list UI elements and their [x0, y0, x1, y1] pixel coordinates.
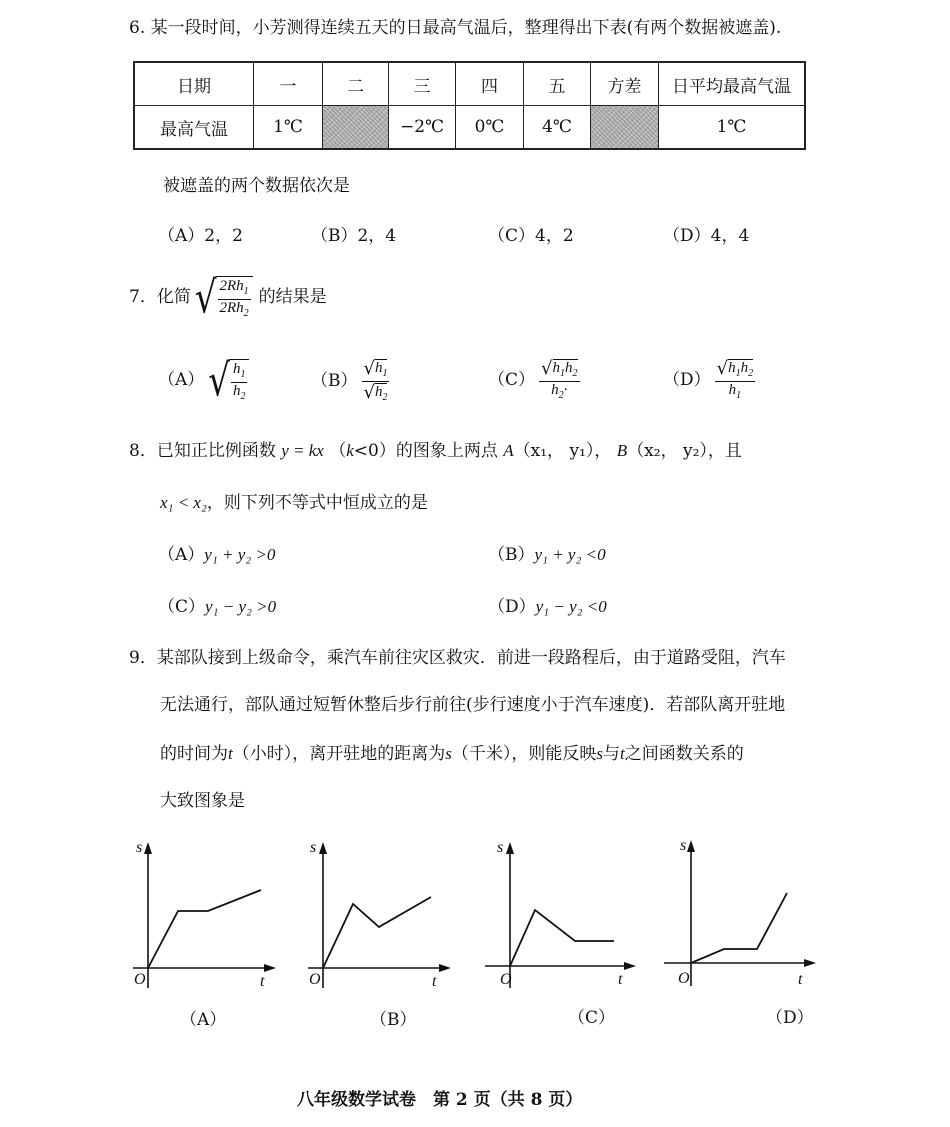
table-header-cell: 日期: [134, 62, 254, 106]
option-label: （B）: [311, 370, 358, 391]
axis-label-s: s: [680, 837, 687, 854]
axis-label-t: t: [432, 973, 437, 990]
table-cell: 0℃: [456, 106, 524, 150]
table-header-cell: 日平均最高气温: [659, 62, 806, 106]
q6-option-c[interactable]: （C）4，2: [488, 226, 574, 246]
q6-temperature-table: [133, 61, 806, 150]
graph-label-a: （A）: [180, 1010, 227, 1030]
graph-label-d: （D）: [766, 1008, 814, 1028]
q8-point-a: A: [503, 441, 514, 460]
table-row-label: 最高气温: [134, 106, 254, 150]
axis-label-t: t: [798, 971, 803, 988]
q9-graph-a[interactable]: [128, 838, 288, 998]
table-cell: 1℃: [659, 106, 806, 150]
q7-expr-den-sub: 2: [243, 307, 249, 319]
q7-expr-den: 2Rh: [219, 299, 244, 316]
q9-graph-d[interactable]: [670, 836, 830, 996]
origin-label: O: [134, 971, 146, 988]
q6-stem: 6. 某一段时间，小芳测得连续五天的日最高气温后，整理得出下表(有两个数据被遮盖).: [129, 18, 782, 38]
x-axis-arrow: [624, 962, 636, 970]
q8-option-a[interactable]: （A）y₁ + y₂ >0: [158, 545, 276, 565]
graph-curve: [691, 893, 787, 963]
x-axis-arrow: [439, 964, 451, 972]
table-data-row: [134, 106, 805, 150]
x-axis-arrow: [264, 964, 276, 972]
q6-option-d[interactable]: （D）4，4: [663, 226, 750, 246]
graph-label-b: （B）: [370, 1010, 417, 1030]
option-label: （C）: [488, 369, 536, 390]
q8-function: y = kx: [281, 441, 324, 460]
q9-line1: 9．某部队接到上级命令，乘汽车前往灾区救灾．前进一段路程后，由于道路受阻，汽车: [129, 648, 786, 668]
q6-question: 被遮盖的两个数据依次是: [163, 176, 350, 196]
q7-expr-num: 2Rh: [219, 278, 244, 294]
axis-label-t: t: [618, 971, 623, 988]
axis-label-s: s: [497, 839, 504, 856]
q8-line1: 8．已知正比例函数 y = kx （k<0）的图象上两点 A（x₁， y₁）， B（x₂， y₂），且: [129, 441, 742, 461]
graph-curve: [323, 897, 431, 968]
table-header-cell: 二: [323, 62, 389, 106]
table-header-cell: 五: [524, 62, 591, 106]
axis-label-s: s: [136, 839, 143, 856]
origin-label: O: [500, 971, 512, 988]
page-footer: 八年级数学试卷 第 2 页（共 8 页）: [297, 1090, 583, 1110]
y-axis-arrow: [687, 840, 695, 852]
option-label: （D）: [663, 369, 711, 390]
graph-curve: [510, 910, 614, 966]
y-axis-arrow: [506, 842, 514, 854]
q7-radical-expression: √ $\frac{2Rh_1}{2Rh_2}$: [195, 276, 253, 319]
masked-cell: [591, 106, 659, 150]
graph-curve: [148, 890, 261, 968]
masked-cell: [323, 106, 389, 150]
q9-line4: 大致图象是: [160, 791, 245, 811]
table-header-cell: 三: [389, 62, 456, 106]
q8-option-c[interactable]: （C）y₁ − y₂ >0: [158, 597, 277, 617]
axis-label-t: t: [260, 973, 265, 990]
q6-option-b[interactable]: （B）2，4: [311, 226, 397, 246]
option-label: （A）: [158, 370, 205, 390]
table-cell: 4℃: [524, 106, 591, 150]
q9-line3: 的时间为t（小时），离开驻地的距离为s（千米），则能反映s与t之间函数关系的: [160, 744, 744, 764]
q7-expr-num-sub: 1: [243, 286, 249, 297]
q8-option-b[interactable]: （B）y₁ + y₂ <0: [488, 545, 606, 565]
q6-option-a[interactable]: （A）2，2: [158, 226, 243, 246]
origin-label: O: [309, 971, 321, 988]
q8-line2: x₁ < x₂，则下列不等式中恒成立的是: [160, 493, 428, 513]
q8-option-d[interactable]: （D）y₁ − y₂ <0: [488, 597, 607, 617]
table-header-cell: 方差: [591, 62, 659, 106]
q8-condition: x₁ < x₂: [160, 493, 207, 512]
table-header-cell: 四: [456, 62, 524, 106]
q7-prefix: 7．化简: [129, 287, 191, 307]
origin-label: O: [678, 970, 690, 987]
q9-graph-b[interactable]: [303, 838, 463, 998]
q7-option-a[interactable]: （A） √ $\frac{h_1}{h_2}$: [158, 359, 249, 402]
y-axis-arrow: [144, 842, 152, 854]
q9-graph-c[interactable]: [490, 838, 650, 998]
axis-label-s: s: [310, 839, 317, 856]
table-cell: −2℃: [389, 106, 456, 150]
q8-point-b: B: [616, 441, 628, 460]
table-header-cell: 一: [254, 62, 323, 106]
graph-label-c: （C）: [568, 1008, 616, 1028]
y-axis-arrow: [319, 842, 327, 854]
table-cell: 1℃: [254, 106, 323, 150]
q7-stem: [129, 271, 327, 324]
x-axis-arrow: [804, 959, 816, 967]
q7-option-d[interactable]: （D） √ $h_1h_2$ $h_1$: [663, 358, 754, 401]
q9-line2: 无法通行，部队通过短暂休整后步行前往(步行速度小于汽车速度)．若部队离开驻地: [160, 695, 786, 715]
q7-option-b[interactable]: （B） √ $h_1$ √ $h_2$: [311, 358, 388, 403]
q7-suffix: 的结果是: [258, 287, 327, 307]
table-header-row: [134, 62, 805, 106]
q7-option-c[interactable]: （C） √ $h_1h_2$ $h_2\cdot$: [488, 358, 578, 401]
